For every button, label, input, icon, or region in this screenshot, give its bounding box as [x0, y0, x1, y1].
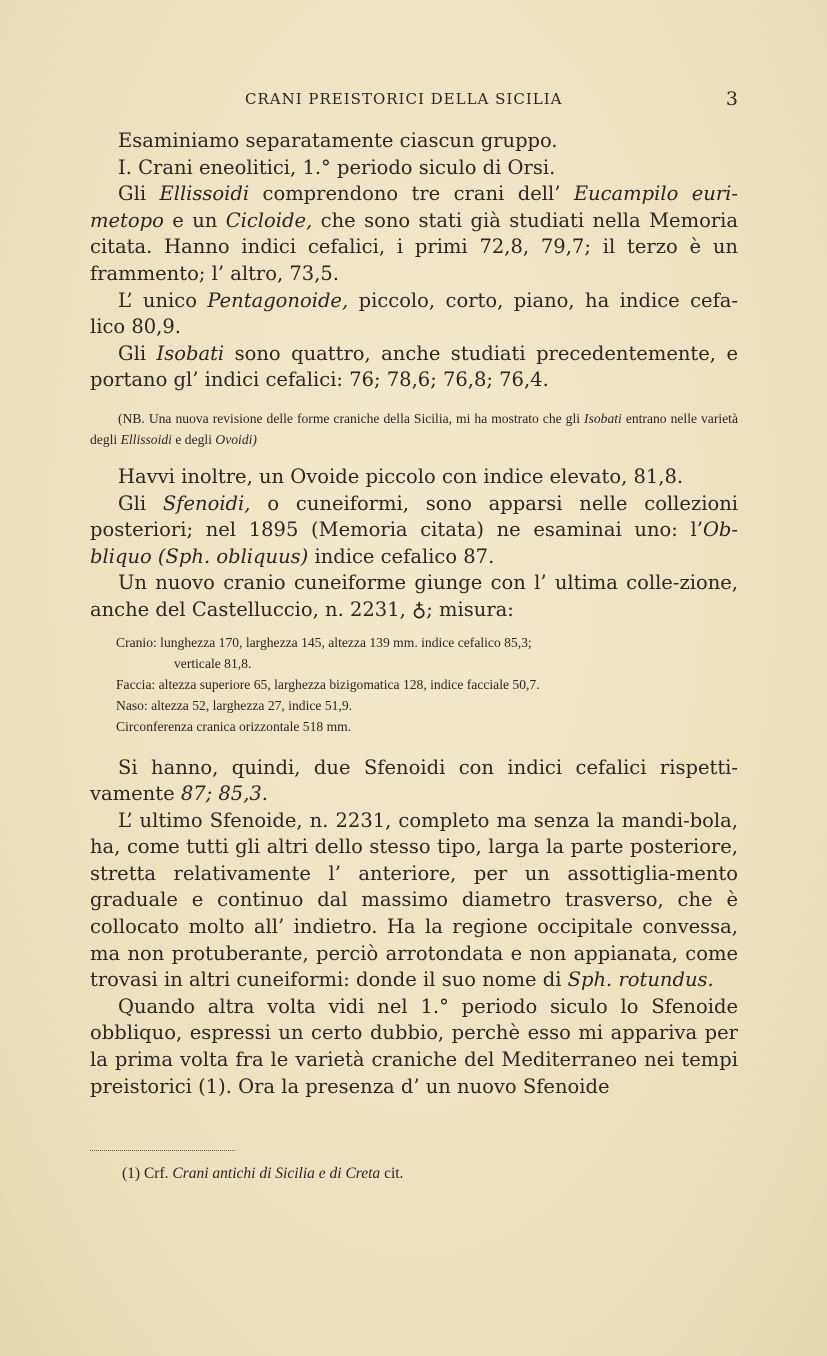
footnote: (1) Crf. Crani antichi di Sicilia e di Creta cit. — [122, 1165, 404, 1182]
measure-cranio-cont: verticale 81,8. — [174, 655, 252, 671]
measure-cranio: Cranio: lunghezza 170, larghezza 145, altezza 139 mm. indice cefalico 85,3; — [116, 634, 532, 650]
measure-faccia: Faccia: altezza superiore 65, larghezza bizigomatica 128, indice facciale 50,7. — [116, 676, 540, 692]
paragraph-4: L’ unico Pentagonoide, piccolo, corto, piano, ha indice cefa-lico 80,9. — [90, 288, 738, 339]
paragraph-1: Esaminiamo separatamente ciascun gruppo. — [118, 129, 558, 152]
paragraph-3: Gli Ellissoidi comprendono tre crani dell’ Eucampilo euri-metopo e un Cicloide, che sono stati già studiati nella Memoria citata. Hanno indici cefalici, i primi 72,8, 79,7; il terzo è un frammento; l’ altro, 73,5. — [90, 182, 738, 285]
measurements-block — [90, 632, 738, 737]
paragraph-7: Gli Sfenoidi, o cuneiformi, sono apparsi nelle collezioni posteriori; nel 1895 (Memoria citata) ne esaminai uno: l’Ob-bliquo (Sph. obliquus) indice cefalico 87. — [90, 491, 738, 568]
page-header — [90, 90, 738, 114]
paragraph-11: Quando altra volta vidi nel 1.° periodo siculo lo Sfenoide obbliquo, espressi un certo dubbio, perchè esso mi appariva per la prima volta fra le varietà craniche del Mediterraneo nei tempi preistorici (1). Ora la presenza d’ un nuovo Sfenoide — [90, 994, 738, 1098]
page-number: 3 — [725, 88, 738, 110]
measure-naso: Naso: altezza 52, larghezza 27, indice 51,9. — [116, 697, 353, 713]
paragraph-10: L’ ultimo Sfenoide, n. 2231, completo ma senza la mandi-bola, ha, come tutti gli altri dello stesso tipo, larga la parte posteriore, stretta relativamente l’ anteriore, per un assottiglia-mento graduale e continuo dal massimo diametro trasverso, che è collocato molto all’ indietro. Ha la regione occipitale convessa, ma non protuberante, perciò arrotondata e non appianata, come trovasi in altri cuneiformi: donde il suo nome di Sph. rotundus. — [90, 808, 738, 992]
paragraph-5: Gli Isobati sono quattro, anche studiati precedentemente, e portano gl’ indici cefalici: 76; 78,6; 76,8; 76,4. — [90, 341, 738, 392]
body-text — [90, 128, 738, 1100]
running-head: CRANI PREISTORICI DELLA SICILIA — [245, 90, 563, 108]
paragraph-9: Si hanno, quindi, due Sfenoidi con indici cefalici rispetti-vamente 87; 85,3. — [90, 755, 738, 806]
footnote-rule — [90, 1150, 235, 1151]
paragraph-2: I. Crani eneolitici, 1.° periodo siculo di Orsi. — [118, 155, 556, 179]
nb-note: (NB. Una nuova revisione delle forme craniche della Sicilia, mi ha mostrato che gli Isobati entrano nelle varietà degli Ellissoidi e degli Ovoidi) — [90, 410, 738, 447]
measure-circonferenza: Circonferenza cranica orizzontale 518 mm. — [116, 718, 352, 734]
paragraph-8: Un nuovo cranio cuneiforme giunge con l’ ultima colle-zione, anche del Castelluccio, n. 2231, ♁; misura: — [90, 571, 738, 621]
paragraph-6: Havvi inoltre, un Ovoide piccolo con indice elevato, 81,8. — [118, 464, 684, 488]
